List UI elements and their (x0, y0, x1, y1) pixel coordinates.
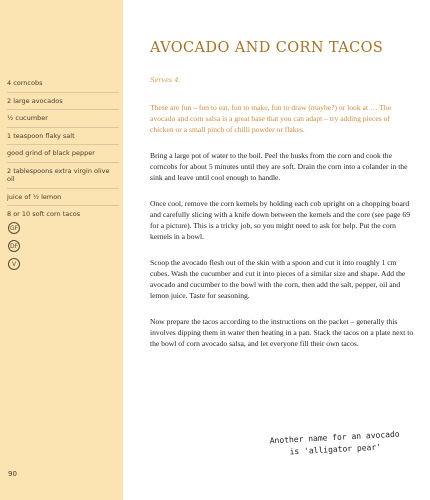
diet-icons (8, 222, 20, 276)
ingredient-item: 2 large avocados (7, 93, 119, 111)
ingredient-item: juice of ½ lemon (7, 189, 119, 207)
method-step: Now prepare the tacos according to the instructions on the packet – generally this involves dipping them in water then heating in a pan. Stack the tacos on a plate next to the bowl of corn avocado salsa, and let everyone fill their own tacos. (150, 317, 414, 348)
page-number: 90 (8, 470, 17, 478)
handwritten-note (259, 428, 410, 460)
recipe-body (150, 40, 415, 349)
note-line: is 'alligator pear' (289, 442, 382, 457)
ingredient-item: 4 corncobs (7, 75, 119, 93)
dairy-free-icon: DF (8, 240, 20, 252)
ingredient-list (7, 75, 119, 223)
ingredient-item: 8 or 10 soft corn tacos (7, 210, 81, 218)
note-line: Another name for an avocado (269, 429, 400, 446)
ingredient-item: good grind of black pepper (7, 145, 119, 163)
ingredient-item: 1 teaspoon flaky salt (7, 128, 119, 146)
recipe-title: AVOCADO AND CORN TACOS (150, 40, 384, 56)
ingredients-sidebar (0, 0, 123, 500)
method-step: Bring a large pot of water to the boil. Peel the husks from the corn and cook the corncobs for about 5 minutes until they are soft. Drain the corn into a colander in the sink and leave until cool enough to handle. (150, 151, 408, 182)
ingredient-item: ½ cucumber (7, 110, 119, 128)
gluten-free-icon: GF (8, 222, 20, 234)
ingredient-item: 2 tablespoons extra virgin olive oil (7, 163, 119, 189)
recipe-intro: These are fun – fun to eat, fun to make, fun to draw (maybe?) or look at … The avocado and corn salsa is a great base that you can adapt – try adding pieces of chicken or a small pinch of chilli powder or flakes. (150, 103, 392, 134)
method-step: Scoop the avocado flesh out of the skin with a spoon and cut it into roughly 1 cm cubes. Wash the cucumber and cut it into pieces of a similar size and shape. Add the avocado and cucumber to the bowl with the corn, then add the salt, pepper, oil and lemon juice. Taste for seasoning. (150, 258, 406, 300)
serves-line: Serves 4. (150, 76, 181, 84)
method-step: Once cool, remove the corn kernels by holding each cob upright on a chopping board and carefully slicing with a knife down between the kernels and the core (see page 69 for a picture). This is a tricky job, so you might need to ask for help. Put the corn kernels in a bowl. (150, 199, 410, 241)
vegetarian-icon: V (8, 258, 20, 270)
